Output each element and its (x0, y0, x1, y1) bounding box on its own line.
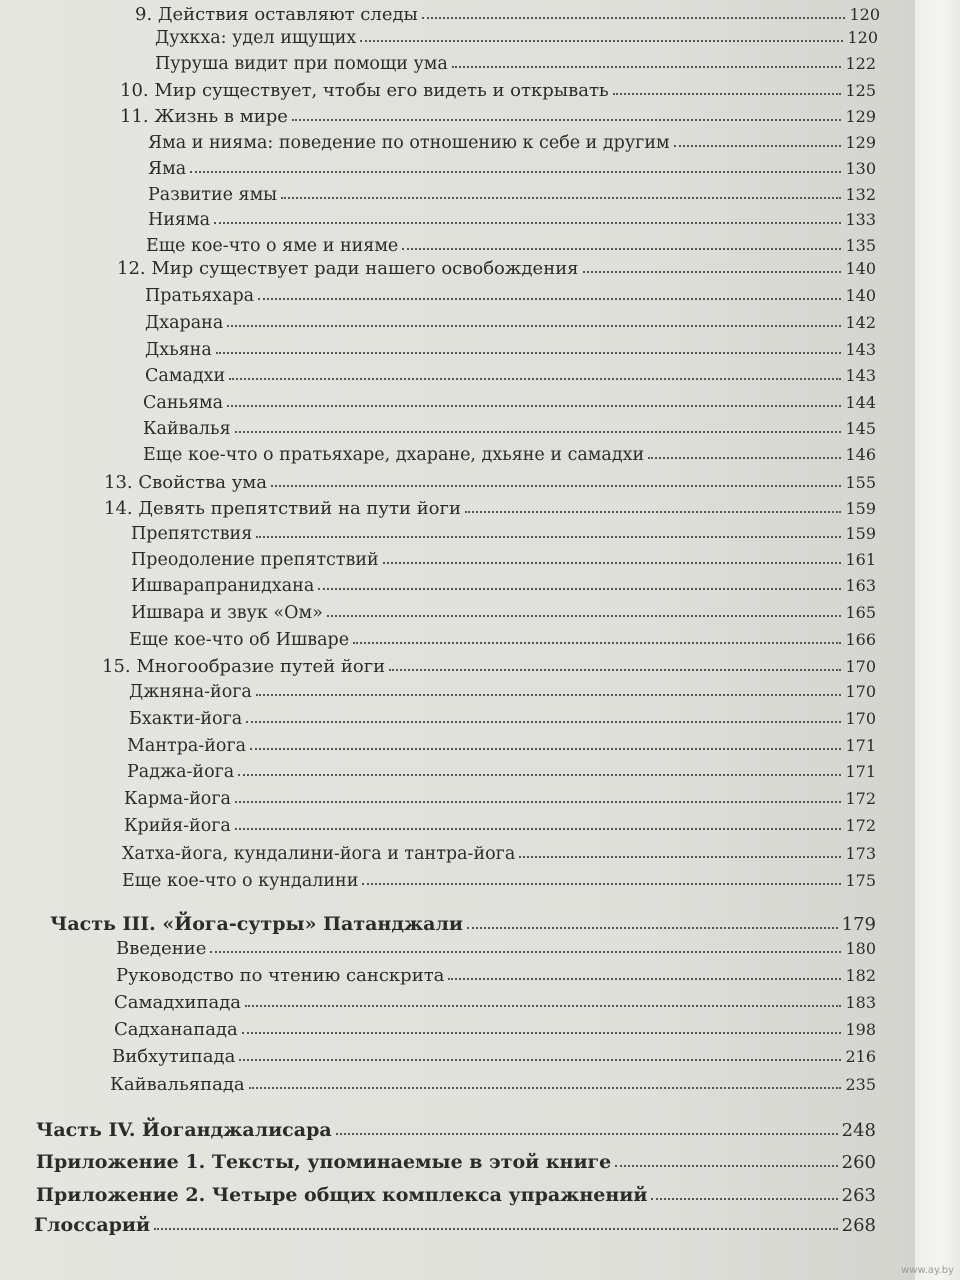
toc-entry-page: 263 (841, 1185, 876, 1206)
toc-leader-dots (227, 405, 841, 407)
watermark: www.ay.by (901, 1265, 954, 1276)
toc-entry-page: 144 (845, 393, 876, 412)
toc-entry (143, 393, 876, 413)
toc-entry-title: Кайвальяпада (110, 1074, 245, 1095)
toc-entry-page: 143 (845, 340, 876, 359)
toc-entry-page: 260 (841, 1152, 876, 1173)
toc-entry (114, 992, 876, 1013)
toc-entry-title: Садханапада (114, 1019, 238, 1040)
toc-entry (102, 656, 876, 677)
toc-entry-page: 268 (841, 1215, 876, 1236)
toc-entry-page: 146 (845, 445, 876, 464)
toc-entry-title: 14. Девять препятствий на пути йоги (104, 498, 461, 519)
toc-entry-title: Вибхутипада (112, 1046, 236, 1067)
toc-leader-dots (583, 271, 842, 273)
toc-leader-dots (229, 378, 841, 380)
toc-entry (127, 762, 876, 782)
toc-entry-title: Саньяма (143, 393, 224, 413)
toc-entry-title: Карма-йога (124, 789, 231, 809)
toc-leader-dots (249, 1087, 842, 1089)
toc-entry (135, 4, 880, 25)
toc-entry-page: 163 (845, 576, 876, 595)
toc-entry-title: Нияма (148, 210, 211, 230)
toc-entry-page: 140 (845, 259, 876, 278)
toc-entry (129, 682, 876, 702)
toc-entry (127, 736, 876, 756)
toc-leader-dots (465, 511, 842, 513)
toc-leader-dots (353, 642, 841, 644)
toc-entry-title: Развитие ямы (148, 185, 278, 205)
toc-entry-title: Часть IV. Йоганджалисара (36, 1119, 332, 1141)
toc-entry-page: 129 (845, 107, 876, 126)
toc-entry-page: 175 (845, 871, 876, 890)
toc-entry-page: 143 (845, 366, 876, 385)
toc-entry (116, 938, 876, 959)
toc-entry-page: 120 (849, 5, 880, 24)
toc-leader-dots (256, 536, 841, 538)
toc-entry (131, 524, 876, 544)
toc-leader-dots (281, 197, 841, 199)
toc-entry-page: 173 (845, 844, 876, 863)
toc-entry-title: Духкха: удел ищущих (155, 28, 357, 48)
toc-entry-title: Глоссарий (34, 1214, 151, 1236)
toc-entry-page: 198 (845, 1020, 876, 1039)
toc-entry-page: 179 (841, 914, 876, 935)
toc-entry (104, 498, 876, 519)
toc-entry (50, 913, 876, 935)
toc-entry-title: 13. Свойства ума (104, 472, 268, 493)
toc-entry (155, 54, 876, 74)
toc-leader-dots (422, 17, 846, 19)
toc-entry (104, 472, 876, 493)
toc-entry-page: 145 (845, 419, 876, 438)
toc-entry (148, 185, 876, 205)
toc-entry (34, 1214, 876, 1236)
toc-entry (148, 133, 876, 153)
toc-entry-title: 12. Мир существует ради нашего освобождения (117, 258, 579, 279)
toc-entry (131, 603, 876, 623)
toc-entry-title: Приложение 2. Четыре общих комплекса упражнений (36, 1184, 648, 1206)
toc-entry-page: 125 (845, 81, 876, 100)
toc-entry-page: 142 (845, 313, 876, 332)
toc-entry-page: 216 (845, 1047, 876, 1066)
toc-entry (129, 709, 876, 729)
toc-entry (114, 1019, 876, 1040)
toc-entry-page: 129 (845, 133, 876, 152)
toc-entry (143, 419, 876, 439)
toc-entry (120, 80, 876, 101)
toc-entry-page: 170 (845, 709, 876, 728)
toc-leader-dots (210, 951, 841, 953)
toc-leader-dots (360, 40, 843, 42)
toc-leader-dots (216, 352, 842, 354)
toc-entry (129, 630, 876, 650)
toc-entry-page: 171 (845, 762, 876, 781)
toc-entry (145, 340, 876, 360)
toc-leader-dots (402, 248, 841, 250)
toc-leader-dots (190, 171, 841, 173)
toc-entry-page: 135 (845, 236, 876, 255)
toc-entry-title: 15. Многообразие путей йоги (102, 656, 386, 677)
toc-entry-title: Самадхи (145, 366, 226, 386)
toc-entry-title: Самадхипада (114, 992, 242, 1013)
toc-entry (36, 1119, 876, 1141)
toc-entry (146, 236, 876, 256)
toc-entry (143, 445, 876, 465)
toc-entry-title: Еще кое-что о пратьяхаре, дхаране, дхьяне и самадхи (143, 445, 645, 465)
toc-entry-title: Дхарана (145, 313, 224, 333)
toc-entry-page: 161 (845, 550, 876, 569)
toc-entry-page: 132 (845, 185, 876, 204)
toc-entry-title: 11. Жизнь в мире (120, 106, 288, 127)
toc-leader-dots (242, 1032, 842, 1034)
toc-entry-page: 170 (845, 682, 876, 701)
toc-leader-dots (648, 457, 841, 459)
toc-leader-dots (235, 828, 842, 830)
toc-leader-dots (318, 588, 841, 590)
toc-leader-dots (383, 562, 842, 564)
toc-leader-dots (256, 694, 842, 696)
toc-entry (36, 1184, 876, 1206)
toc-entry (131, 550, 876, 570)
toc-entry (131, 576, 876, 596)
toc-entry-page: 165 (845, 603, 876, 622)
toc-entry-title: Кайвалья (143, 419, 231, 439)
toc-entry (124, 789, 876, 809)
toc-entry-title: Мантра-йога (127, 736, 247, 756)
toc-entry-title: Крийя-йога (124, 816, 231, 836)
toc-entry (120, 106, 876, 127)
toc-entry (112, 1046, 876, 1067)
toc-entry-page: 248 (841, 1120, 876, 1141)
toc-entry-title: 10. Мир существует, чтобы его видеть и открывать (120, 80, 609, 101)
toc-leader-dots (336, 1133, 838, 1135)
toc-leader-dots (250, 748, 841, 750)
toc-entry (148, 210, 876, 230)
toc-entry-page: 159 (845, 499, 876, 518)
toc-entry-title: Преодоление препятствий (131, 550, 379, 570)
toc-entry (116, 965, 876, 986)
toc-entry-title: Еще кое-что о яме и нияме (146, 236, 399, 256)
toc-entry-title: Яма (148, 159, 187, 179)
toc-entry (145, 313, 876, 333)
toc-entry-title: Еще кое-что об Ишваре (129, 630, 350, 650)
toc-entry-page: 183 (845, 993, 876, 1012)
toc-entry-title: Джняна-йога (129, 682, 252, 702)
toc-leader-dots (239, 1059, 841, 1061)
toc-entry-page: 170 (845, 657, 876, 676)
toc-entry-title: Пратьяхара (145, 286, 255, 306)
toc-entry-title: Пуруша видит при помощи ума (155, 54, 448, 74)
toc-leader-dots (292, 119, 842, 121)
page-edge (915, 0, 960, 1280)
toc-entry-title: Яма и нияма: поведение по отношению к себе и другим (148, 133, 670, 153)
toc-entry-page: 171 (845, 736, 876, 755)
toc-leader-dots (448, 978, 841, 980)
toc-entry-page: 180 (845, 939, 876, 958)
toc-leader-dots (245, 1005, 841, 1007)
toc-entry (148, 159, 876, 179)
toc-leader-dots (258, 298, 841, 300)
toc-leader-dots (154, 1228, 838, 1230)
toc-entry (145, 366, 876, 386)
toc-entry-title: Препятствия (131, 524, 253, 544)
toc-entry-title: Хатха-йога, кундалини-йога и тантра-йога (122, 844, 516, 864)
toc-entry-title: Приложение 1. Тексты, упоминаемые в этой книге (36, 1151, 612, 1173)
toc-entry-page: 130 (845, 159, 876, 178)
toc-leader-dots (674, 145, 842, 147)
toc-entry-page: 182 (845, 966, 876, 985)
toc-leader-dots (238, 774, 841, 776)
toc-entry-page: 140 (845, 286, 876, 305)
toc-entry-page: 159 (845, 524, 876, 543)
toc-leader-dots (519, 856, 841, 858)
toc-entry-title: Введение (116, 938, 207, 959)
toc-entry-title: Еще кое-что о кундалини (122, 871, 359, 891)
toc-entry-page: 122 (845, 54, 876, 73)
toc-entry-title: Бхакти-йога (129, 709, 243, 729)
toc-leader-dots (227, 325, 841, 327)
toc-leader-dots (271, 485, 841, 487)
toc-leader-dots (389, 669, 841, 671)
toc-entry-page: 120 (847, 28, 878, 47)
toc-entry-page: 235 (845, 1075, 876, 1094)
toc-leader-dots (615, 1165, 837, 1167)
toc-entry (122, 871, 876, 891)
toc-entry-page: 133 (845, 210, 876, 229)
toc-entry (124, 816, 876, 836)
toc-leader-dots (235, 431, 842, 433)
toc-entry (36, 1151, 876, 1173)
toc-leader-dots (327, 615, 842, 617)
toc-leader-dots (362, 883, 841, 885)
toc-entry-title: Ишварапранидхана (131, 576, 315, 596)
toc-entry-title: Часть III. «Йога-сутры» Патанджали (50, 913, 463, 935)
toc-entry-title: Руководство по чтению санскрита (116, 965, 445, 986)
toc-entry-page: 172 (845, 816, 876, 835)
toc-entry (122, 844, 876, 864)
toc-leader-dots (452, 66, 842, 68)
toc-entry (155, 28, 878, 48)
toc-entry (145, 286, 876, 306)
toc-entry-page: 166 (845, 630, 876, 649)
toc-entry (110, 1074, 876, 1095)
toc-entry-title: 9. Действия оставляют следы (135, 4, 418, 25)
toc-entry-title: Ишвара и звук «Ом» (131, 603, 323, 623)
toc-leader-dots (651, 1198, 837, 1200)
toc-leader-dots (467, 927, 838, 929)
toc-entry-title: Раджа-йога (127, 762, 235, 782)
toc-leader-dots (246, 721, 841, 723)
toc-leader-dots (613, 93, 842, 95)
toc-leader-dots (214, 222, 841, 224)
toc-entry-page: 172 (845, 789, 876, 808)
toc-entry-page: 155 (845, 473, 876, 492)
toc-leader-dots (235, 801, 842, 803)
toc-entry (117, 258, 876, 279)
toc-entry-title: Дхьяна (145, 340, 212, 360)
